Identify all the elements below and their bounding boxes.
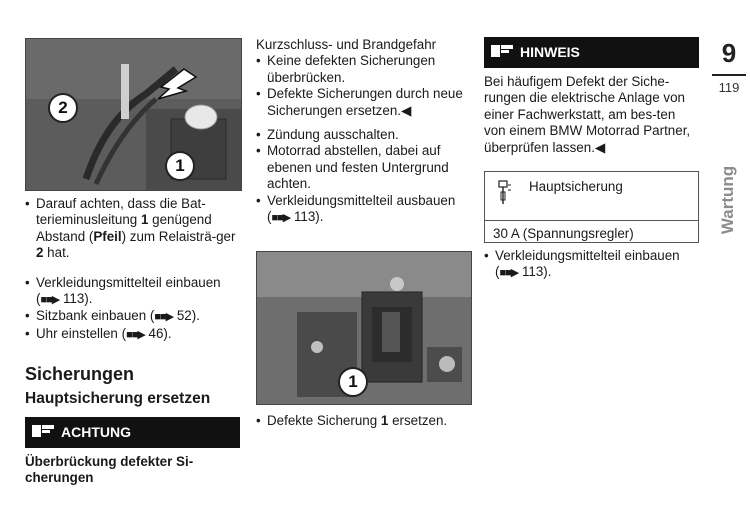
- page-ref-icon: ■■▶: [499, 267, 519, 280]
- list-item: • Keine defekten Sicherungen überbrücken.: [256, 53, 471, 86]
- list-item: • Uhr einstellen (■■▶ 46).: [25, 326, 240, 343]
- chapter-number: 9: [721, 38, 737, 68]
- list-item: • Verkleidungsmittelteil einbauen (■■▶ 113).: [484, 248, 699, 282]
- hinweis-text: Bei häufigem Defekt der Siche-rungen die elektrische Anlage von einer Fachwerkstatt, am bes-ten von einem BMW Motorrad Partner, überprüfen lassen.◀: [484, 74, 691, 155]
- list-item: • Sitzbank einbauen (■■▶ 52).: [25, 308, 240, 325]
- list-item: • Verkleidungsmittelteil ausbauen (■■▶ 113).: [256, 193, 471, 227]
- list-item: • Defekte Sicherungen durch neue Sicherungen ersetzen.◀: [256, 86, 471, 119]
- list-item: • Darauf achten, dass die Bat-terieminusleitung 1 genügend Abstand (Pfeil) zum Relaisträ-ger 2 hat.: [25, 196, 240, 262]
- fuse-icon: [498, 180, 512, 206]
- list-item: • Zündung ausschalten.: [256, 127, 471, 143]
- achtung-title: Überbrückung defekter Si-cherungen: [25, 454, 194, 485]
- col1-text: [25, 196, 240, 343]
- page-number: 119: [718, 80, 740, 95]
- achtung-label: ACHTUNG: [61, 424, 131, 440]
- fuse-table-value: 30 A (Spannungsregler): [493, 226, 634, 241]
- hinweis-label: HINWEIS: [520, 44, 580, 60]
- page-ref-icon: ■■▶: [126, 328, 145, 341]
- warning-book-icon: [32, 424, 54, 438]
- chapter-rule: [712, 74, 746, 76]
- col2-text-bottom: [256, 413, 471, 429]
- page-ref-icon: ■■▶: [154, 311, 174, 324]
- list-item: • Motorrad abstellen, dabei auf ebenen und festen Untergrund achten.: [256, 143, 471, 192]
- callout-2: 2: [48, 93, 78, 123]
- hinweis-banner: [484, 37, 699, 68]
- note-book-icon: [491, 44, 513, 58]
- fuse-table-title: Hauptsicherung: [529, 179, 623, 194]
- col3-text-bottom: [484, 248, 699, 282]
- list-item: • Verkleidungsmittelteil einbauen (■■▶ 113).: [25, 275, 240, 309]
- page-ref-icon: ■■▶: [271, 212, 291, 225]
- section-tab: Wartung: [718, 165, 737, 235]
- section-heading: Sicherungen: [25, 364, 135, 384]
- intro-text: Kurzschluss- und Brandgefahr: [256, 37, 437, 52]
- list-item: • Defekte Sicherung 1 ersetzen.: [256, 413, 471, 429]
- page-ref-icon: ■■▶: [40, 294, 60, 307]
- callout-1: 1: [338, 367, 368, 397]
- col2-text: [256, 37, 471, 226]
- fuse-table-header: [485, 172, 698, 221]
- subsection-heading: Hauptsicherung ersetzen: [25, 390, 211, 407]
- callout-1: 1: [165, 151, 195, 181]
- achtung-banner: [25, 417, 240, 448]
- fuse-table: [484, 171, 699, 243]
